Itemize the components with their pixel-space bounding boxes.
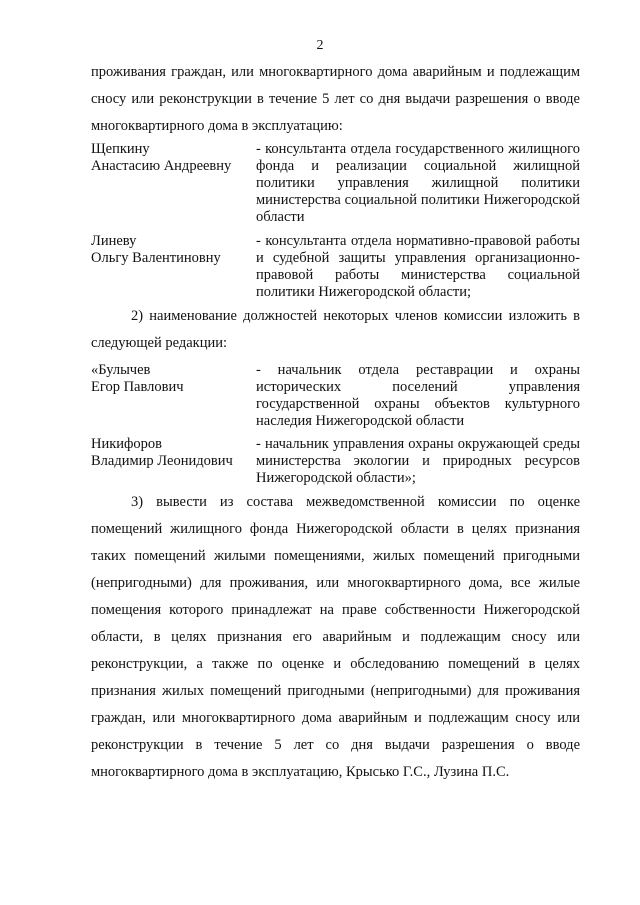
member-entry — [91, 436, 580, 487]
paragraph-item-2: 2) наименование должностей некоторых членов комиссии изложить в следующей редакции: — [91, 308, 580, 351]
member-name: «Булычев Егор Павлович — [91, 362, 184, 395]
member-role: - консультанта отдела государственного жилищного фонда и реализации социальной жилищной политики управления жилищной политики министерства социальной политики Нижегородской области — [256, 141, 580, 225]
member-role: - консультанта отдела нормативно-правовой работы и судебной защиты управления организационно-правовой работы министерства социальной политики Нижегородской области; — [256, 233, 580, 300]
member-name: Никифоров Владимир Леонидович — [91, 436, 233, 469]
member-role: - начальник управления охраны окружающей среды министерства экологии и природных ресурсов Нижегородской области»; — [256, 436, 580, 486]
member-entry — [91, 141, 580, 226]
member-role: - начальник отдела реставрации и охраны исторических поселений управления государственной охраны объектов культурного наследия Нижегородской области — [256, 362, 580, 429]
paragraph-continuation: проживания граждан, или многоквартирного дома аварийным и подлежащим сносу или реконструкции в течение 5 лет со дня выдачи разрешения о вводе многоквартирного дома в эксплуатацию: — [91, 64, 580, 134]
member-entry — [91, 233, 580, 301]
member-name: Щепкину Анастасию Андреевну — [91, 141, 232, 174]
member-entry — [91, 362, 580, 430]
member-name: Линеву Ольгу Валентиновну — [91, 233, 221, 266]
page-number: 2 — [316, 38, 324, 53]
paragraph-item-3: 3) вывести из состава межведомственной комиссии по оценке помещений жилищного фонда Нижегородской области в целях признания таких помещений жилыми помещениями, жилых помещений пригодными (непригодными) для проживания, или многоквартирного дома, все жилые помещения которого принадлежат на праве собственности Нижегородской области, в целях признания его аварийным и подлежащим сносу или реконструкции, а также по оценке и обследованию помещений в целях признания жилых помещений пригодными (непригодными) для проживания граждан, или многоквартирного дома аварийным и подлежащим сносу или реконструкции в течение 5 лет со дня выдачи разрешения о вводе многоквартирного дома в эксплуатацию, Крысько Г.С., Лузина П.С. — [91, 494, 580, 780]
